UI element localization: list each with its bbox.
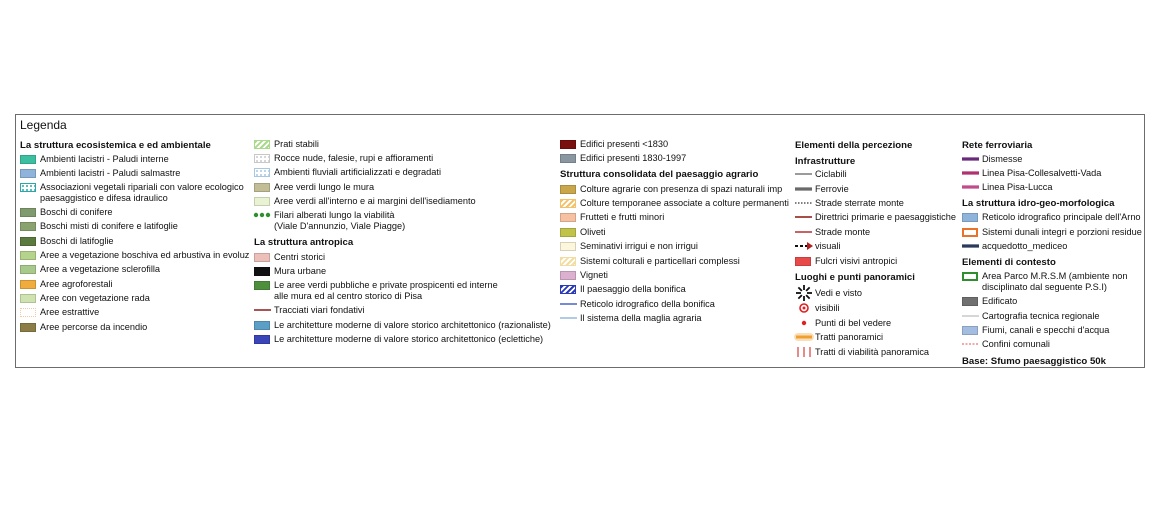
legend-item-antropica-3 (274, 305, 365, 316)
legend-item-agrario-9 (580, 313, 702, 324)
legend-item-verde-2-label: Ambienti fluviali artificializzati e degradati (274, 167, 441, 177)
legend-item-agrario-1-swatch (560, 199, 576, 208)
legend-item-verde-4 (274, 196, 476, 207)
legend-item-infra-1 (815, 184, 849, 195)
legend-item-antropica-1-swatch (254, 267, 270, 276)
legend-item-contesto-4-label: Confini comunali (982, 339, 1050, 349)
legend-item-eco-8-swatch (20, 280, 36, 289)
legend-item-agrario-4 (580, 241, 698, 252)
legend-item-eco-3 (40, 207, 113, 218)
legend-item-eco-10-swatch (20, 308, 36, 317)
legend-item-agrario-1-label: Colture temporanee associate a colture permanenti (580, 198, 789, 208)
legend-item-edifici-1 (580, 153, 686, 164)
heading-elementi-percezione: Elementi della percezione (795, 140, 913, 151)
legend-item-luoghi-4-label: Tratti di viabilità panoramica (815, 347, 930, 357)
legend-item-infra-0 (815, 169, 847, 180)
legend-item-rete-1-swatch (961, 167, 981, 179)
heading-elementi-contesto: Elementi di contesto (962, 257, 1056, 268)
legend-item-eco-7-label: Aree a vegetazione sclerofilla (40, 264, 161, 274)
legend-item-antropica-0-label: Centri storici (274, 252, 326, 262)
legend-item-verde-4-swatch (254, 197, 270, 206)
legend-item-antropica-2-label-line2: alle mura ed al centro storico di Pisa (274, 290, 423, 301)
legend-item-antropica-5 (274, 334, 543, 345)
legend-item-infra-4-label: Strade monte (815, 227, 871, 237)
legend-item-antropica-0-swatch (254, 253, 270, 262)
legend-item-eco-6 (40, 250, 249, 261)
legend-item-contesto-0-swatch (962, 272, 978, 281)
legend-item-agrario-5-swatch (560, 257, 576, 266)
legend-item-infra-5-swatch (794, 240, 814, 252)
legend-item-agrario-3-label: Oliveti (580, 227, 606, 237)
legend-item-agrario-8 (580, 299, 715, 310)
legend-item-agrario-2-label: Frutteti e frutti minori (580, 212, 665, 222)
legend-item-rete-2 (982, 182, 1052, 193)
legend-item-contesto-0-label: Area Parco M.R.S.M (ambiente non (982, 271, 1128, 281)
legend-item-eco-3-label: Boschi di conifere (40, 207, 113, 217)
legend-item-infra-6-label: Fulcri visivi antropici (815, 256, 898, 266)
legend-item-eco-2 (40, 182, 244, 204)
legend-item-edifici-1-label: Edifici presenti 1830-1997 (580, 153, 687, 163)
legend-item-antropica-3-label: Tracciati viari fondativi (274, 305, 365, 315)
legend-item-verde-1-swatch (254, 154, 270, 163)
legend-item-eco-7-swatch (20, 265, 36, 274)
legend-item-eco-7 (40, 264, 160, 275)
legend-item-idro-0-label: Reticolo idrografico principale dell'Arno (982, 212, 1141, 222)
legend-item-infra-0-label: Ciclabili (815, 169, 847, 179)
legend-item-luoghi-2-swatch (794, 317, 814, 329)
legend-item-antropica-1 (274, 266, 326, 277)
legend-item-luoghi-1-swatch (794, 302, 814, 314)
legend-item-eco-2-swatch (20, 183, 36, 192)
legend-item-luoghi-2-label: Punti di bel vedere (815, 318, 892, 328)
legend-item-eco-2-label-line2: paesaggistico e difesa idraulico (40, 192, 168, 203)
legend-item-infra-0-swatch (794, 168, 814, 180)
legend-item-contesto-3 (982, 325, 1109, 336)
legend-item-antropica-2-label: Le aree verdi pubbliche e private prospicenti ed interne (274, 280, 498, 290)
legend-item-verde-5-label-line2: (Viale D'annunzio, Viale Piagge) (274, 220, 406, 231)
legend-item-antropica-3-swatch (253, 304, 273, 316)
legend-item-agrario-6 (580, 270, 608, 281)
legend-item-edifici-1-swatch (560, 154, 576, 163)
legend-item-verde-1-label: Rocce nude, falesie, rupi e affioramenti (274, 153, 434, 163)
legend-item-agrario-6-swatch (560, 271, 576, 280)
legend-item-idro-1-label: Sistemi dunali integri e porzioni residue (982, 227, 1142, 237)
legend-item-agrario-7-swatch (560, 285, 576, 294)
legend-item-infra-3-swatch (794, 211, 814, 223)
legend-item-antropica-5-swatch (254, 335, 270, 344)
legend-item-edifici-0-label: Edifici presenti <1830 (580, 139, 669, 149)
legend-item-luoghi-0 (815, 288, 862, 299)
legend-item-verde-3-label: Aree verdi lungo le mura (274, 182, 375, 192)
legend-item-contesto-2-label: Cartografia tecnica regionale (982, 311, 1100, 321)
legend-item-infra-3 (815, 212, 956, 223)
legend-item-eco-10 (40, 307, 99, 318)
legend-item-antropica-4-swatch (254, 321, 270, 330)
legend-item-verde-3 (274, 182, 374, 193)
legend-item-eco-6-swatch (20, 251, 36, 260)
legend-item-luoghi-4-swatch (794, 346, 814, 358)
legend-item-contesto-0 (982, 271, 1128, 293)
legend-item-infra-6 (815, 256, 897, 267)
legend-item-verde-0-label: Prati stabili (274, 139, 319, 149)
legend-item-eco-5-swatch (20, 237, 36, 246)
legend-item-eco-10-label: Aree estrattive (40, 307, 100, 317)
legend-item-idro-1-swatch (962, 228, 978, 237)
legend-item-contesto-1-label: Edificato (982, 296, 1018, 306)
legend-item-antropica-2 (274, 280, 498, 302)
legend-item-infra-5 (815, 241, 841, 252)
legend-item-agrario-4-label: Seminativi irrigui e non irrigui (580, 241, 698, 251)
legend-item-antropica-4-label: Le architetture moderne di valore storico architettonico (razionaliste) (274, 320, 551, 330)
legend-item-eco-0-label: Ambienti lacistri - Paludi interne (40, 154, 169, 164)
legend-item-eco-11-label: Aree percorse da incendio (40, 322, 148, 332)
subheading-infrastrutture: Infrastrutture (795, 156, 856, 167)
legend-item-infra-2-label: Strade sterrate monte (815, 198, 904, 208)
legend-item-eco-1 (40, 168, 180, 179)
legend-item-verde-5-label: Filari alberati lungo la viabilità (274, 210, 395, 220)
heading-struttura-ecosistemica: La struttura ecosistemica e ed ambientale (20, 140, 211, 151)
legend-item-luoghi-1 (815, 303, 840, 314)
legend-item-rete-1 (982, 168, 1101, 179)
legend-item-infra-4 (815, 227, 870, 238)
legend-item-luoghi-4 (815, 347, 929, 358)
legend-item-luoghi-0-label: Vedi e visto (815, 288, 862, 298)
legend-item-agrario-4-swatch (560, 242, 576, 251)
legend-item-idro-0 (982, 212, 1141, 223)
legend-item-idro-1 (982, 227, 1142, 238)
legend-item-eco-3-swatch (20, 208, 36, 217)
legend-item-contesto-1 (982, 296, 1017, 307)
legend-item-eco-4-swatch (20, 222, 36, 231)
legend-item-edifici-0-swatch (560, 140, 576, 149)
legend-item-eco-4-label: Boschi misti di conifere e latifoglie (40, 221, 178, 231)
legend-item-contesto-0-label-line2: disciplinato dal seguente P.S.I) (982, 281, 1107, 292)
legend-item-agrario-8-label: Reticolo idrografico della bonifica (580, 299, 715, 309)
legend-item-agrario-5 (580, 256, 740, 267)
legend-item-luoghi-1-label: visibili (815, 303, 840, 313)
legend-item-agrario-6-label: Vigneti (580, 270, 608, 280)
legend-item-eco-9-label: Aree con vegetazione rada (40, 293, 150, 303)
legend-item-agrario-8-swatch (559, 298, 579, 310)
legend-item-agrario-3 (580, 227, 606, 238)
legend-item-edifici-0 (580, 139, 668, 150)
legend-item-verde-2-swatch (254, 168, 270, 177)
legend-item-luoghi-2 (815, 318, 891, 329)
legend-item-eco-6-label: Aree a vegetazione boschiva ed arbustiva in evoluz (40, 250, 250, 260)
heading-rete-ferroviaria: Rete ferroviaria (962, 140, 1033, 151)
legend-item-rete-0-swatch (961, 153, 981, 165)
legend-item-agrario-1 (580, 198, 789, 209)
legend-item-agrario-2 (580, 212, 664, 223)
legend-item-idro-0-swatch (962, 213, 978, 222)
legend-item-agrario-0-swatch (560, 185, 576, 194)
legend-item-agrario-9-swatch (559, 312, 579, 324)
legend-item-idro-2-label: acquedotto_mediceo (982, 241, 1068, 251)
legend-item-eco-11 (40, 322, 147, 333)
legend-item-agrario-9-label: Il sistema della maglia agraria (580, 313, 702, 323)
legend-item-luoghi-3 (815, 332, 883, 343)
legend-item-verde-4-label: Aree verdi all'interno e ai margini dell'isediamento (274, 196, 476, 206)
legend-item-infra-2 (815, 198, 904, 209)
legend-item-antropica-5-label: Le architetture moderne di valore storico architettonico (eclettiche) (274, 334, 544, 344)
legend-item-agrario-2-swatch (560, 213, 576, 222)
legend-item-infra-2-swatch (794, 197, 814, 209)
legend-item-eco-9-swatch (20, 294, 36, 303)
legend-item-infra-4-swatch (794, 226, 814, 238)
legend-item-contesto-2-swatch (961, 310, 981, 322)
legend-item-eco-9 (40, 293, 150, 304)
legend-item-contesto-3-label: Fiumi, canali e specchi d'acqua (982, 325, 1110, 335)
legend-item-eco-5 (40, 236, 114, 247)
legend-item-infra-1-swatch (794, 183, 814, 195)
legend-item-antropica-1-label: Mura urbane (274, 266, 327, 276)
legend-item-antropica-2-swatch (254, 281, 270, 290)
legend-item-eco-1-label: Ambienti lacistri - Paludi salmastre (40, 168, 181, 178)
legend-item-infra-3-label: Direttrici primarie e paesaggistiche (815, 212, 956, 222)
legend-item-contesto-3-swatch (962, 326, 978, 335)
legend-item-antropica-0 (274, 252, 325, 263)
legend-item-verde-3-swatch (254, 183, 270, 192)
base-note: Base: Sfumo paesaggistico 50k (962, 356, 1106, 367)
legend-item-eco-8 (40, 279, 113, 290)
legend-item-luoghi-3-swatch (794, 331, 814, 343)
legend-item-luoghi-0-swatch (794, 287, 814, 299)
legend-item-eco-11-swatch (20, 323, 36, 332)
legend-item-infra-1-label: Ferrovie (815, 184, 849, 194)
legend-item-idro-2-swatch (961, 240, 981, 252)
legend-item-eco-2-label: Associazioni vegetali ripariali con valore ecologico (40, 182, 244, 192)
legend-item-rete-0 (982, 154, 1022, 165)
legend-item-agrario-0 (580, 184, 782, 195)
heading-idro-geo-morfologica: La struttura idro-geo-morfologica (962, 198, 1115, 209)
legend-item-luoghi-3-label: Tratti panoramici (815, 332, 884, 342)
legend-item-rete-0-label: Dismesse (982, 154, 1023, 164)
legend-item-eco-5-label: Boschi di latifoglie (40, 236, 114, 246)
legend-item-agrario-0-label: Colture agrarie con presenza di spazi naturali imp (580, 184, 783, 194)
legend-item-verde-2 (274, 167, 441, 178)
legend-item-idro-2 (982, 241, 1067, 252)
legend-item-contesto-1-swatch (962, 297, 978, 306)
heading-paesaggio-agrario: Struttura consolidata del paesaggio agrario (560, 169, 759, 180)
legend-item-agrario-7 (580, 284, 686, 295)
legend-item-agrario-3-swatch (560, 228, 576, 237)
legend-item-rete-2-label: Linea Pisa-Lucca (982, 182, 1053, 192)
legend-item-contesto-2 (982, 311, 1099, 322)
legend-item-rete-2-swatch (961, 181, 981, 193)
legend-item-eco-1-swatch (20, 169, 36, 178)
legend-item-infra-6-swatch (795, 257, 811, 266)
legend-title: Legenda (20, 118, 67, 132)
legend-item-verde-0 (274, 139, 319, 150)
legend-item-contesto-4-swatch (961, 338, 981, 350)
legend-item-eco-4 (40, 221, 178, 232)
legend-item-verde-1 (274, 153, 433, 164)
legend-item-verde-5-swatch (253, 209, 273, 221)
legend-item-agrario-5-label: Sistemi colturali e particellari complessi (580, 256, 740, 266)
legend-item-verde-0-swatch (254, 140, 270, 149)
legend-item-infra-5-label: visuali (815, 241, 841, 251)
legend-item-eco-0 (40, 154, 169, 165)
legend-item-eco-0-swatch (20, 155, 36, 164)
subheading-luoghi-panoramici: Luoghi e punti panoramici (795, 272, 915, 283)
legend-item-agrario-7-label: Il paesaggio della bonifica (580, 284, 686, 294)
legend-item-verde-5 (274, 210, 405, 232)
legend-item-contesto-4 (982, 339, 1050, 350)
legend-item-rete-1-label: Linea Pisa-Collesalvetti-Vada (982, 168, 1102, 178)
heading-struttura-antropica: La struttura antropica (254, 237, 354, 248)
legend-item-antropica-4 (274, 320, 551, 331)
legend-item-eco-8-label: Aree agroforestali (40, 279, 113, 289)
